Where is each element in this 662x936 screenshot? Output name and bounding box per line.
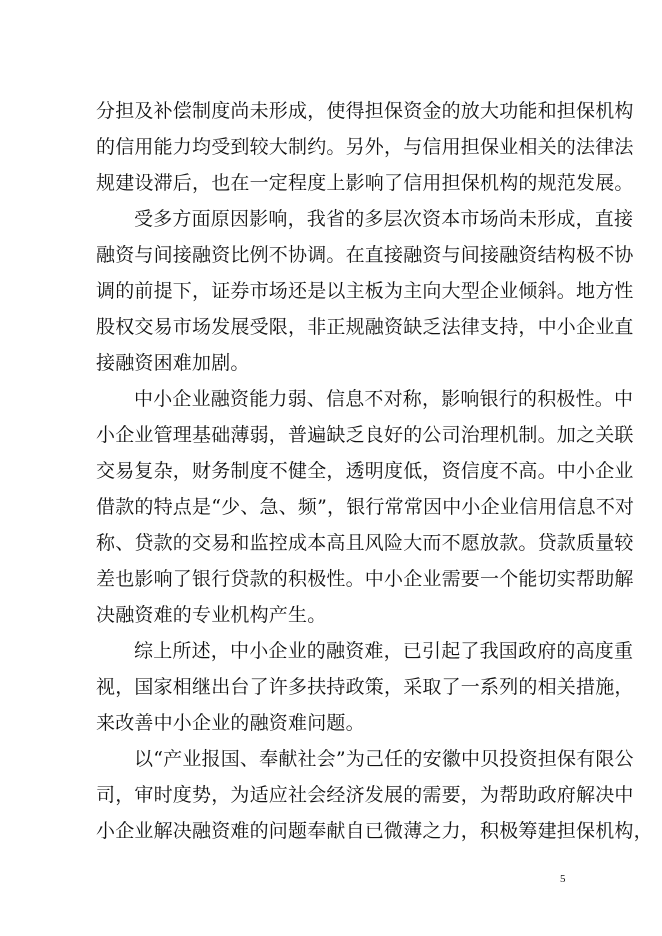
paragraph-first-line: 受多方面原因影响，我省的多层次资本市场尚未形成，直接 bbox=[134, 208, 634, 230]
page-number: 5 bbox=[560, 873, 566, 885]
text-line: 的信用能力均受到较大制约。另外，与信用担保业相关的法律法 bbox=[96, 136, 634, 158]
paragraph-first-line: 中小企业融资能力弱、信息不对称，影响银行的积极性。中 bbox=[134, 388, 634, 410]
text-line: 接融资困难加剧。 bbox=[96, 352, 250, 374]
text-line: 小企业管理基础薄弱，普遍缺乏良好的公司治理机制。加之关联 bbox=[96, 424, 634, 446]
text-line: 交易复杂，财务制度不健全，透明度低，资信度不高。中小企业 bbox=[96, 460, 634, 482]
text-line: 调的前提下，证券市场还是以主板为主向大型企业倾斜。地方性 bbox=[96, 280, 634, 302]
text-line: 差也影响了银行贷款的积极性。中小企业需要一个能切实帮助解 bbox=[96, 568, 634, 590]
text-line: 称、贷款的交易和监控成本高且风险大而不愿放款。贷款质量较 bbox=[96, 532, 634, 554]
text-line: 融资与间接融资比例不协调。在直接融资与间接融资结构极不协 bbox=[96, 244, 634, 266]
text-line: 借款的特点是“少、急、频”，银行常常因中小企业信用信息不对 bbox=[96, 496, 635, 518]
text-line: 小企业解决融资难的问题奉献自已微薄之力，积极筹建担保机构， bbox=[96, 820, 653, 842]
paragraph-first-line: 以“产业报国、奉献社会”为己任的安徽中贝投资担保有限公 bbox=[134, 748, 634, 770]
paragraph-first-line: 综上所述，中小企业的融资难，已引起了我国政府的高度重 bbox=[134, 640, 634, 662]
text-line: 股权交易市场发展受限，非正规融资缺乏法律支持，中小企业直 bbox=[96, 316, 634, 338]
text-line: 来改善中小企业的融资难问题。 bbox=[96, 712, 365, 734]
text-line: 分担及补偿制度尚未形成，使得担保资金的放大功能和担保机构 bbox=[96, 100, 634, 122]
text-line: 规建设滞后，也在一定程度上影响了信用担保机构的规范发展。 bbox=[96, 172, 634, 194]
text-line: 视，国家相继出台了许多扶持政策，采取了一系列的相关措施， bbox=[96, 676, 634, 698]
text-line: 司，审时度势，为适应社会经济发展的需要，为帮助政府解决中 bbox=[96, 784, 634, 806]
text-line: 决融资难的专业机构产生。 bbox=[96, 604, 327, 626]
